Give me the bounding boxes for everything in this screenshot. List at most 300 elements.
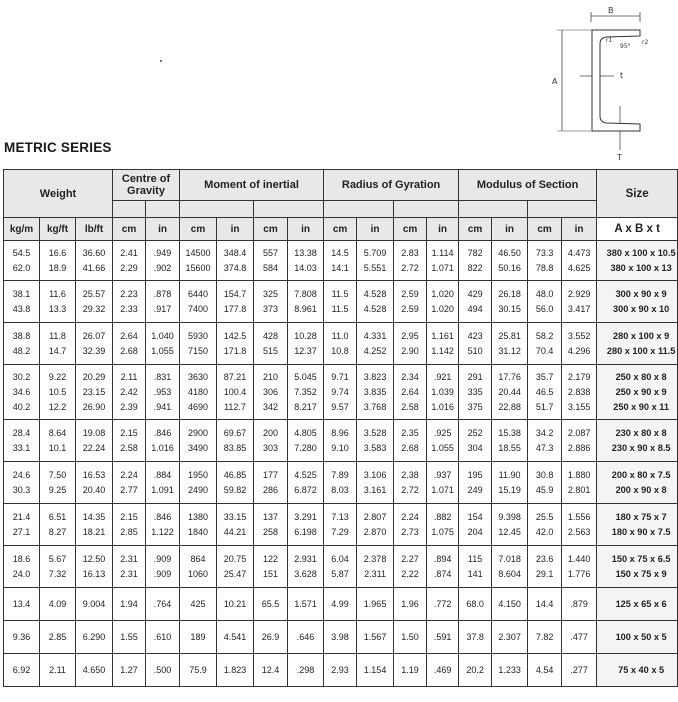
value-cell xyxy=(180,546,217,588)
table-value: 2.886 xyxy=(567,442,591,453)
table-value: 2.11 xyxy=(120,371,138,382)
table-value: 73.3 xyxy=(535,247,554,258)
value-cell xyxy=(528,654,562,687)
value-cell xyxy=(394,546,427,588)
table-value: 21.4 xyxy=(12,511,31,522)
value-cell xyxy=(562,281,597,323)
table-value: 20.75 xyxy=(223,553,247,564)
table-value: 4.625 xyxy=(567,262,591,273)
value-cell xyxy=(40,621,76,654)
table-value: 4.541 xyxy=(223,631,247,642)
table-value: 171.8 xyxy=(223,345,247,356)
table-value: 1.161 xyxy=(431,330,454,341)
table-value: 335 xyxy=(467,386,483,397)
table-value: 2.087 xyxy=(567,427,591,438)
table-value: 5.551 xyxy=(363,262,387,273)
value-cell xyxy=(528,241,562,281)
table-value: 24.6 xyxy=(12,469,31,480)
table-value: 3.768 xyxy=(363,401,387,412)
table-value: 62.0 xyxy=(12,262,31,273)
value-cell xyxy=(394,281,427,323)
table-value: 7.018 xyxy=(498,553,521,564)
table-value: 141 xyxy=(467,568,483,579)
table-value: 5.045 xyxy=(294,371,317,382)
size-value: 250 x 80 x 8 xyxy=(615,371,667,382)
value-cell xyxy=(254,323,288,365)
header-centre-of-gravity: Centre of Gravity xyxy=(113,170,180,201)
table-value: 2.59 xyxy=(401,303,419,314)
value-cell xyxy=(217,462,254,504)
table-value: 30.8 xyxy=(535,469,554,480)
value-cell xyxy=(40,281,76,323)
table-value: 375 xyxy=(467,401,483,412)
table-value: 12.45 xyxy=(498,526,521,537)
value-cell xyxy=(254,420,288,462)
value-cell xyxy=(4,281,40,323)
table-value: .772 xyxy=(433,598,452,609)
table-value: 4.150 xyxy=(498,598,521,609)
table-value: 24.0 xyxy=(12,568,31,579)
value-cell xyxy=(76,462,113,504)
table-value: .921 xyxy=(433,371,452,382)
value-cell xyxy=(427,654,459,687)
size-value: 200 x 90 x 8 xyxy=(615,484,667,495)
value-cell xyxy=(459,588,492,621)
size-value: 380 x 100 x 10.5 xyxy=(606,247,676,258)
value-cell xyxy=(459,420,492,462)
value-cell xyxy=(180,420,217,462)
table-value: 2.931 xyxy=(294,553,317,564)
value-cell xyxy=(324,462,357,504)
label-b: B xyxy=(608,6,614,15)
table-value: 1.055 xyxy=(431,442,454,453)
size-value: 100 x 50 x 5 xyxy=(615,631,667,642)
table-value: 43.8 xyxy=(12,303,31,314)
table-value: 26.90 xyxy=(82,401,106,412)
table-value: 69.67 xyxy=(223,427,247,438)
size-cell xyxy=(597,621,678,654)
table-value: 2.58 xyxy=(401,401,419,412)
table-value: 46.5 xyxy=(535,386,554,397)
value-cell xyxy=(113,323,146,365)
value-cell xyxy=(324,588,357,621)
value-cell xyxy=(562,420,597,462)
value-cell xyxy=(76,323,113,365)
value-cell xyxy=(394,504,427,546)
value-cell xyxy=(217,365,254,420)
table-value: 2.93 xyxy=(331,664,349,675)
table-value: 2.85 xyxy=(120,526,138,537)
unit-cell: in xyxy=(492,218,528,241)
table-value: 291 xyxy=(467,371,483,382)
table-value: 11.5 xyxy=(331,288,349,299)
size-value: 300 x 90 x 10 xyxy=(613,303,670,314)
table-value: 303 xyxy=(263,442,279,453)
table-value: .764 xyxy=(153,598,172,609)
size-value: 280 x 100 x 9 xyxy=(613,330,670,341)
size-cell xyxy=(597,588,678,621)
value-cell xyxy=(562,588,597,621)
table-value: 33.1 xyxy=(12,442,31,453)
size-cell xyxy=(597,654,678,687)
value-cell xyxy=(357,420,394,462)
table-value: 7.808 xyxy=(294,288,317,299)
header-radius-of-gyration: Radius of Gyration xyxy=(324,170,459,201)
size-cell xyxy=(597,323,678,365)
size-value: 180 x 90 x 7.5 xyxy=(611,526,671,537)
table-value: 37.8 xyxy=(466,631,484,642)
table-value: 48.0 xyxy=(535,288,554,299)
table-value: 2.90 xyxy=(401,345,419,356)
table-value: 16.53 xyxy=(82,469,106,480)
size-value: 250 x 90 x 9 xyxy=(615,386,667,397)
table-value: 8.604 xyxy=(498,568,521,579)
table-value: 12.50 xyxy=(82,553,106,564)
size-value: 180 x 75 x 7 xyxy=(615,511,667,522)
table-value: 2.68 xyxy=(120,345,138,356)
table-value: 3.106 xyxy=(363,469,387,480)
label-r2: r2 xyxy=(642,39,649,46)
table-value: 14.4 xyxy=(535,598,554,609)
table-value: 6.290 xyxy=(82,631,106,642)
value-cell xyxy=(40,365,76,420)
table-value: .953 xyxy=(153,386,172,397)
value-cell xyxy=(394,323,427,365)
value-cell xyxy=(288,323,324,365)
table-value: 25.57 xyxy=(82,288,106,299)
table-value: 151 xyxy=(263,568,279,579)
value-cell xyxy=(324,420,357,462)
value-cell xyxy=(562,504,597,546)
table-value: 45.9 xyxy=(535,484,554,495)
size-value: 230 x 80 x 8 xyxy=(615,427,667,438)
value-cell xyxy=(288,546,324,588)
table-value: 2.73 xyxy=(401,526,419,537)
table-value: 9.57 xyxy=(331,401,349,412)
table-value: 2.563 xyxy=(567,526,591,537)
table-value: 2.31 xyxy=(120,568,138,579)
table-value: 12.4 xyxy=(261,664,280,675)
table-value: .500 xyxy=(153,664,172,675)
value-cell xyxy=(40,654,76,687)
table-value: .894 xyxy=(433,553,452,564)
table-value: 494 xyxy=(467,303,483,314)
table-value: 2.77 xyxy=(120,484,138,495)
table-value: 200 xyxy=(263,427,279,438)
table-value: 23.6 xyxy=(535,553,554,564)
table-value: 1.016 xyxy=(151,442,174,453)
table-value: 36.60 xyxy=(82,247,106,258)
value-cell xyxy=(459,462,492,504)
table-value: 1.27 xyxy=(120,664,138,675)
table-value: .298 xyxy=(296,664,315,675)
value-cell xyxy=(180,365,217,420)
value-cell xyxy=(76,621,113,654)
value-cell xyxy=(492,241,528,281)
size-cell xyxy=(597,462,678,504)
table-value: 29.1 xyxy=(535,568,554,579)
table-value: 3.583 xyxy=(363,442,387,453)
value-cell xyxy=(528,462,562,504)
value-cell xyxy=(492,504,528,546)
value-cell xyxy=(254,241,288,281)
table-row-group xyxy=(4,281,678,323)
table-value: 32.39 xyxy=(82,345,106,356)
table-value: 2.64 xyxy=(401,386,419,397)
table-value: 75.9 xyxy=(189,664,207,675)
size-cell xyxy=(597,281,678,323)
table-value: 2.39 xyxy=(120,401,138,412)
value-cell xyxy=(492,546,528,588)
value-cell xyxy=(288,241,324,281)
table-value: 10.1 xyxy=(48,442,67,453)
table-value: 4.528 xyxy=(363,288,387,299)
value-cell xyxy=(357,281,394,323)
table-value: 28.4 xyxy=(12,427,31,438)
table-value: 252 xyxy=(467,427,483,438)
table-value: 6.04 xyxy=(331,553,349,564)
value-cell xyxy=(394,654,427,687)
value-cell xyxy=(40,462,76,504)
table-value: 19.08 xyxy=(82,427,106,438)
size-value: 150 x 75 x 9 xyxy=(615,568,667,579)
table-value: 1.50 xyxy=(401,631,419,642)
value-cell xyxy=(254,462,288,504)
value-cell xyxy=(562,621,597,654)
table-value: 12.37 xyxy=(294,345,317,356)
table-value: 40.2 xyxy=(12,401,31,412)
unit-cell: lb/ft xyxy=(76,218,113,241)
table-value: 78.8 xyxy=(535,262,554,273)
table-value: .941 xyxy=(153,401,172,412)
table-value: 1.233 xyxy=(498,664,521,675)
value-cell xyxy=(324,365,357,420)
table-value: .909 xyxy=(153,568,172,579)
table-value: 1.880 xyxy=(567,469,591,480)
value-cell xyxy=(40,241,76,281)
value-cell xyxy=(357,588,394,621)
value-cell xyxy=(40,588,76,621)
table-value: 51.7 xyxy=(535,401,554,412)
value-cell xyxy=(427,420,459,462)
value-cell xyxy=(217,241,254,281)
table-value: .878 xyxy=(153,288,172,299)
value-cell xyxy=(324,546,357,588)
table-value: 1.823 xyxy=(223,664,247,675)
table-value: 1.776 xyxy=(567,568,591,579)
table-value: 44.21 xyxy=(223,526,247,537)
table-value: 7.50 xyxy=(48,469,67,480)
table-body xyxy=(4,241,678,687)
table-value: 3630 xyxy=(188,371,209,382)
value-cell xyxy=(4,365,40,420)
table-value: 26.07 xyxy=(82,330,106,341)
table-value: .469 xyxy=(433,664,452,675)
table-value: 34.6 xyxy=(12,386,31,397)
table-value: 584 xyxy=(263,262,279,273)
table-value: 34.2 xyxy=(535,427,554,438)
table-value: 3.161 xyxy=(363,484,387,495)
table-value: 1.556 xyxy=(567,511,591,522)
table-value: .937 xyxy=(433,469,452,480)
size-cell xyxy=(597,365,678,420)
table-value: 2.307 xyxy=(498,631,521,642)
value-cell xyxy=(427,241,459,281)
table-value: 4180 xyxy=(188,386,209,397)
table-value: 4.331 xyxy=(363,330,387,341)
unit-cell: kg/m xyxy=(4,218,40,241)
value-cell xyxy=(113,365,146,420)
value-cell xyxy=(4,420,40,462)
table-value: 2.838 xyxy=(567,386,591,397)
value-cell xyxy=(288,420,324,462)
table-value: 1950 xyxy=(188,469,209,480)
value-cell xyxy=(459,323,492,365)
table-value: 423 xyxy=(467,330,483,341)
size-value: 230 x 90 x 8.5 xyxy=(611,442,671,453)
table-value: 9.398 xyxy=(498,511,521,522)
table-value: 177.8 xyxy=(223,303,247,314)
table-value: 4.473 xyxy=(567,247,591,258)
table-row-group xyxy=(4,420,678,462)
table-value: 1.96 xyxy=(401,598,419,609)
table-value: 2.41 xyxy=(120,247,138,258)
table-value: 47.3 xyxy=(535,442,554,453)
size-cell xyxy=(597,504,678,546)
table-value: 13.3 xyxy=(48,303,67,314)
value-cell xyxy=(562,365,597,420)
table-value: 1.965 xyxy=(363,598,387,609)
table-value: 3.98 xyxy=(331,631,349,642)
table-value: 7.32 xyxy=(48,568,67,579)
value-cell xyxy=(180,241,217,281)
table-value: 154 xyxy=(467,511,483,522)
value-cell xyxy=(324,241,357,281)
unit-cell: in xyxy=(288,218,324,241)
value-cell xyxy=(146,546,180,588)
table-value: 2.179 xyxy=(567,371,591,382)
table-value: 822 xyxy=(467,262,483,273)
value-cell xyxy=(528,281,562,323)
table-value: .902 xyxy=(153,262,172,273)
table-value: 17.76 xyxy=(498,371,521,382)
table-value: 31.12 xyxy=(498,345,521,356)
value-cell xyxy=(217,588,254,621)
value-cell xyxy=(4,546,40,588)
value-cell xyxy=(180,588,217,621)
value-cell xyxy=(4,621,40,654)
table-value: 42.0 xyxy=(535,526,554,537)
value-cell xyxy=(76,588,113,621)
size-value: 300 x 90 x 9 xyxy=(615,288,667,299)
table-value: 9.71 xyxy=(331,371,349,382)
value-cell xyxy=(76,420,113,462)
table-value: 29.32 xyxy=(82,303,106,314)
unit-cell: cm xyxy=(180,218,217,241)
table-value: 23.15 xyxy=(82,386,106,397)
value-cell xyxy=(288,281,324,323)
table-value: 2.72 xyxy=(401,262,419,273)
table-value: 4.99 xyxy=(331,598,349,609)
table-value: 195 xyxy=(467,469,483,480)
table-value: .646 xyxy=(296,631,315,642)
table-value: 1.122 xyxy=(151,526,174,537)
value-cell xyxy=(394,462,427,504)
table-value: 22.88 xyxy=(498,401,521,412)
value-cell xyxy=(528,621,562,654)
value-cell xyxy=(394,621,427,654)
unit-cell: in xyxy=(562,218,597,241)
value-cell xyxy=(146,420,180,462)
table-value: 8.64 xyxy=(48,427,67,438)
table-value: 2.22 xyxy=(401,568,419,579)
table-value: 15.38 xyxy=(498,427,521,438)
table-value: 10.21 xyxy=(223,598,247,609)
table-value: .591 xyxy=(433,631,452,642)
table-value: 1.071 xyxy=(431,484,454,495)
value-cell xyxy=(562,654,597,687)
table-value: 11.0 xyxy=(331,330,349,341)
channel-section-diagram xyxy=(540,8,656,166)
table-value: .879 xyxy=(570,598,588,609)
table-value: 2.870 xyxy=(363,526,387,537)
table-value: 2.31 xyxy=(120,553,138,564)
value-cell xyxy=(180,621,217,654)
unit-cell: cm xyxy=(324,218,357,241)
table-value: 2.311 xyxy=(364,568,386,579)
table-value: 1060 xyxy=(188,568,209,579)
table-value: 41.66 xyxy=(82,262,106,273)
table-value: 325 xyxy=(263,288,279,299)
table-value: 2.15 xyxy=(120,427,138,438)
value-cell xyxy=(254,365,288,420)
table-value: .831 xyxy=(153,371,172,382)
table-value: 56.0 xyxy=(535,303,554,314)
value-cell xyxy=(76,546,113,588)
value-cell xyxy=(180,654,217,687)
table-value: 11.8 xyxy=(49,330,66,341)
value-cell xyxy=(357,365,394,420)
value-cell xyxy=(288,621,324,654)
table-value: 304 xyxy=(467,442,483,453)
value-cell xyxy=(459,241,492,281)
value-cell xyxy=(459,281,492,323)
value-cell xyxy=(288,588,324,621)
table-value: 2.929 xyxy=(567,288,591,299)
value-cell xyxy=(394,241,427,281)
table-value: 2.378 xyxy=(363,553,387,564)
value-cell xyxy=(324,323,357,365)
value-cell xyxy=(357,241,394,281)
value-cell xyxy=(528,504,562,546)
value-cell xyxy=(146,654,180,687)
value-cell xyxy=(40,420,76,462)
table-value: 3.291 xyxy=(294,511,317,522)
value-cell xyxy=(459,365,492,420)
unit-cell: in xyxy=(146,218,180,241)
value-cell xyxy=(394,420,427,462)
table-value: 8.217 xyxy=(294,401,317,412)
table-value: 1.142 xyxy=(431,345,454,356)
value-cell xyxy=(427,621,459,654)
size-value: 75 x 40 x 5 xyxy=(618,664,665,675)
table-row-group xyxy=(4,546,678,588)
value-cell xyxy=(562,241,597,281)
value-cell xyxy=(146,504,180,546)
table-value: 3490 xyxy=(188,442,209,453)
table-value: 1.571 xyxy=(294,598,317,609)
table-value: 177 xyxy=(263,469,279,480)
